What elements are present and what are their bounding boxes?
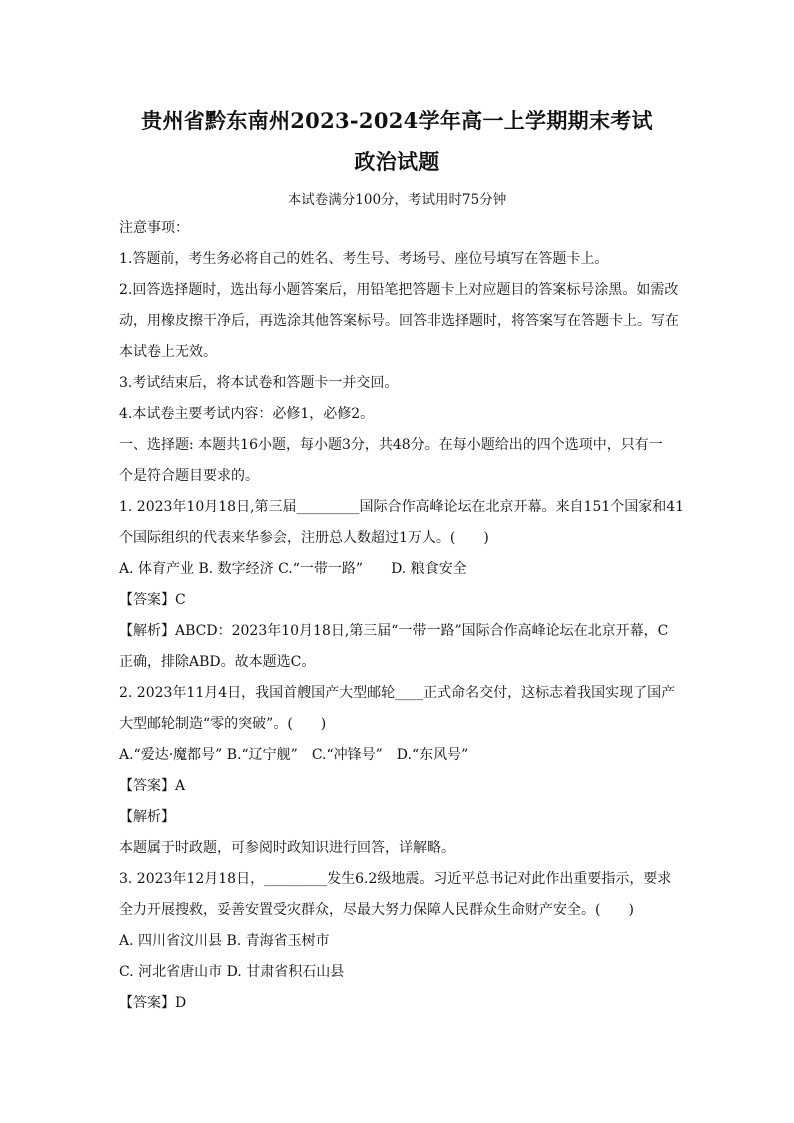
q3-options-row1: A. 四川省汶川县 B. 青海省玉树市 [119, 933, 330, 949]
q1-stem: 1. 2023年10月18日,第三届_________国际合作高峰论坛在北京开幕。来自151个国家和41 [119, 499, 685, 515]
note-line: 本试卷上无效。 [119, 344, 217, 360]
note-line: 1.答题前，考生务必将自己的姓名、考生号、考场号、座位号填写在答题卡上。 [119, 251, 609, 267]
exam-info: 本试卷满分100分，考试用时75分钟 [287, 192, 507, 208]
q3-options-row2: C. 河北省唐山市 D. 甘肃省积石山县 [119, 964, 345, 980]
q1-stem-cont: 个国际组织的代表来华参会，注册总人数超过1万人。( ) [119, 530, 489, 546]
q3-answer: 【答案】D [119, 995, 187, 1011]
exam-title: 贵州省黔东南州2023-2024学年高一上学期期末考试 [141, 108, 653, 133]
q3-stem-cont: 全力开展搜救，妥善安置受灾群众，尽最大努力保障人民群众生命财产安全。( ) [119, 902, 634, 918]
note-line: 3.考试结束后，将本试卷和答题卡一并交回。 [119, 375, 399, 391]
note-line: 动，用橡皮擦干净后，再选涂其他答案标号。回答非选择题时，将答案写在答题卡上。写在 [119, 313, 679, 329]
exam-subject: 政治试题 [354, 149, 440, 174]
q2-stem: 2. 2023年11月4日，我国首艘国产大型邮轮____正式命名交付，这标志着我国实现了国产 [119, 685, 676, 701]
q3-stem: 3. 2023年12月18日，_________发生6.2级地震。习近平总书记对此作出重要指示，要求 [119, 871, 672, 887]
q2-answer: 【答案】A [119, 778, 186, 794]
q2-analysis-label: 【解析】 [119, 809, 175, 825]
q1-answer: 【答案】C [119, 592, 186, 608]
q1-options: A. 体育产业 B. 数字经济 C.“一带一路” D. 粮食安全 [119, 561, 467, 577]
q2-options: A.“爱达·魔都号” B.“辽宁舰” C.“冲锋号” D.“东风号” [119, 747, 469, 763]
q2-analysis: 本题属于时政题，可参阅时政知识进行回答，详解略。 [119, 840, 455, 856]
q1-analysis: 【解析】ABCD：2023年10月18日,第三届“一带一路”国际合作高峰论坛在北京开幕，C [119, 623, 669, 639]
note-line: 4.本试卷主要考试内容：必修1，必修2。 [119, 406, 375, 422]
q1-analysis-cont: 正确，排除ABD。故本题选C。 [119, 654, 316, 670]
q2-stem-cont: 大型邮轮制造“零的突破”。( ) [119, 716, 327, 732]
notes-heading: 注意事项： [119, 220, 189, 236]
section-heading-cont: 个是符合题目要求的。 [119, 468, 259, 484]
note-line: 2.回答选择题时，选出每小题答案后，用铅笔把答题卡上对应题目的答案标号涂黑。如需改 [119, 282, 679, 298]
section-heading: 一、选择题: 本题共16小题，每小题3分，共48分。在每小题给出的四个选项中，只有一 [119, 437, 663, 453]
